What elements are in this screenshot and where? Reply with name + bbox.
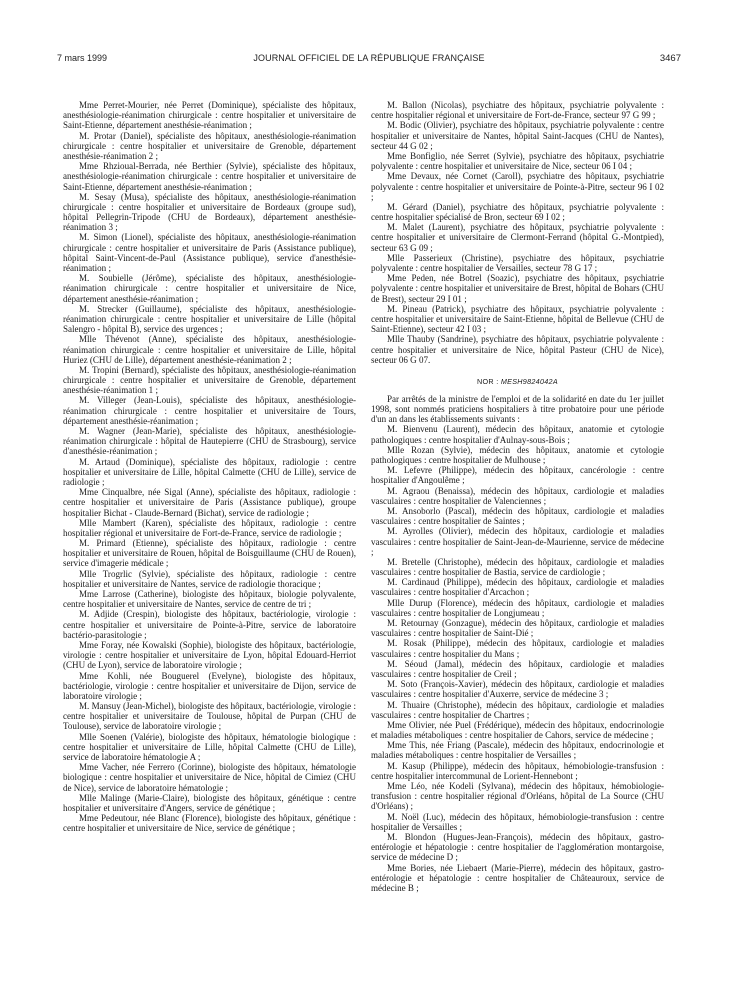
appointment-paragraph: M. Ansoborlo (Pascal), médecin des hôpitaux, cardiologie et maladies vasculaires : centre hospitalier de Saintes ; [371, 505, 664, 527]
appointment-paragraph: M. Tropini (Bernard), spécialiste des hôpitaux, anesthésiologie-réanimation chirurgicale : centre hospitalier et universitaire de Grenoble, département anesthésie-réanimation 1 ; [63, 364, 356, 396]
appointment-paragraph: M. Malet (Laurent), psychiatre des hôpitaux, psychiatrie polyvalente : centre hospitalier et universitaire de Clermont-Ferrand (hôpital G.-Montpied), secteur 63 G 09 ; [371, 222, 664, 253]
appointment-paragraph: Mme Perret-Mourier, née Perret (Dominique), spécialiste des hôpitaux, anesthésiologie-réanimation chirurgicale : centre hospitalier et universitaire de Saint-Etienne, département anesthésie-réanimation ; [63, 100, 356, 131]
probationary-appointments [371, 394, 664, 893]
appointment-paragraph: Mme This, née Friang (Pascale), médecin des hôpitaux, endocrinologie et maladies métaboliques : centre hospitalier de Versailles ; [371, 740, 664, 761]
appointment-paragraph: M. Lefevre (Philippe), médecin des hôpitaux, cancérologie : centre hospitalier d'Angoulême ; [371, 465, 664, 486]
appointment-paragraph: M. Pineau (Patrick), psychiatre des hôpitaux, psychiatrie polyvalente : centre hospitalier et universitaire de Saint-Etienne, hôpital de Bellevue (CHU de Saint-Etienne), secteur 42 I 03 ; [371, 303, 664, 335]
appointment-paragraph: M. Bienvenu (Laurent), médecin des hôpitaux, anatomie et cytologie pathologiques : centre hospitalier d'Aulnay-sous-Bois ; [371, 424, 664, 445]
appointment-paragraph: M. Agraou (Benaissa), médecin des hôpitaux, cardiologie et maladies vasculaires : centre hospitalier de Valenciennes ; [371, 485, 664, 506]
appointment-paragraph: Mme Léo, née Kodeli (Sylvana), médecin des hôpitaux, hémobiologie-transfusion : centre hospitalier régional d'Orléans, hôpital de La Source (CHU d'Orléans) ; [371, 781, 664, 812]
appointment-paragraph: Mme Bonfiglio, née Serret (Sylvie), psychiatre des hôpitaux, psychiatrie polyvalente : centre hospitalier et universitaire de Nice, secteur 06 I 04 ; [371, 150, 664, 172]
appointment-paragraph: M. Rosak (Philippe), médecin des hôpitaux, cardiologie et maladies vasculaires : centre hospitalier du Mans ; [371, 638, 664, 659]
appointment-paragraph: M. Strecker (Guillaume), spécialiste des hôpitaux, anesthésiologie-réanimation chirurgicale : centre hospitalier et universitaire de Lille (hôpital Salengro - hôpital B), service des urgences ; [63, 303, 356, 335]
appointment-paragraph: M. Ballon (Nicolas), psychiatre des hôpitaux, psychiatrie polyvalente : centre hospitalier régional et universitaire de Fort-de-France, secteur 97 G 99 ; [371, 100, 664, 121]
appointment-paragraph: Mlle Malinge (Marie-Claire), biologiste des hôpitaux, génétique : centre hospitalier et universitaire d'Angers, service de génétique ; [63, 792, 356, 813]
appointment-paragraph: Mme Bories, née Liebaert (Marie-Pierre), médecin des hôpitaux, gastro-entérologie et hépatologie : centre hospitalier de Châteauroux, service de médecine B ; [371, 862, 664, 893]
appointment-paragraph: M. Kasup (Philippe), médecin des hôpitaux, hémobiologie-transfusion : centre hospitalier intercommunal de Lorient-Hennebont ; [371, 760, 664, 781]
appointment-paragraph: M. Protar (Daniel), spécialiste des hôpitaux, anesthésiologie-réanimation chirurgicale : centre hospitalier et universitaire de Grenoble, département anesthésie-réanimation 2 ; [63, 130, 356, 161]
appointment-paragraph: M. Séoud (Jamal), médecin des hôpitaux, cardiologie et maladies vasculaires : centre hospitalier de Creil ; [371, 658, 664, 679]
appointment-paragraph: Mlle Thévenot (Anne), spécialiste des hôpitaux, anesthésiologie-réanimation chirurgicale : centre hospitalier et universitaire de Lille, hôpital Huriez (CHU de Lille), département anesthésie-réanimation 2 ; [63, 334, 356, 365]
appointment-paragraph: M. Mansuy (Jean-Michel), biologiste des hôpitaux, bactériologie, virologie : centre hospitalier et universitaire de Toulouse, hôpital de Purpan (CHU de Toulouse), service de laboratoire virologie ; [63, 701, 356, 732]
psychiatry-appointments [371, 100, 664, 365]
appointment-paragraph: Mlle Trogrlic (Sylvie), spécialiste des hôpitaux, radiologie : centre hospitalier et universitaire de Nantes, service de radiologie thoracique ; [63, 568, 356, 589]
appointment-paragraph: M. Noël (Luc), médecin des hôpitaux, hémobiologie-transfusion : centre hospitalier de Versailles ; [371, 811, 664, 832]
appointment-paragraph: Mlle Rozan (Sylvie), médecin des hôpitaux, anatomie et cytologie pathologiques : centre hospitalier de Mulhouse ; [371, 444, 664, 465]
appointment-paragraph: M. Thuaire (Christophe), médecin des hôpitaux, cardiologie et maladies vasculaires : centre hospitalier de Chartres ; [371, 699, 664, 720]
appointment-paragraph: Mme Cinqualbre, née Sigal (Anne), spécialiste des hôpitaux, radiologie : centre hospitalier et universitaire de Paris (Assistance publique), groupe hospitalier Bichat - Claude-Bernard (Bichat), service de radiologie ; [63, 487, 356, 518]
appointment-paragraph: M. Primard (Etienne), spécialiste des hôpitaux, radiologie : centre hospitalier et universitaire de Rouen, hôpital de Boisguillaume (CHU de Rouen), service d'imagerie médicale ; [63, 538, 356, 569]
appointment-paragraph: M. Retournay (Gonzague), médecin des hôpitaux, cardiologie et maladies vasculaires : centre hospitalier de Saint-Dié ; [371, 618, 664, 639]
left-column [63, 100, 356, 834]
appointment-paragraph: Mme Peden, née Botrel (Soazic), psychiatre des hôpitaux, psychiatrie polyvalente : centre hospitalier et universitaire de Brest, hôpital de Bohars (CHU de Brest), secteur 29 I 01 ; [371, 273, 664, 304]
appointment-paragraph: Mme Vacher, née Ferrero (Corinne), biologiste des hôpitaux, hématologie biologique : centre hospitalier et universitaire de Nice, hôpital de Cimiez (CHU de Nice), service de laboratoire hématologie ; [63, 762, 356, 793]
nor-reference [371, 377, 664, 387]
appointment-paragraph: M. Sesay (Musa), spécialiste des hôpitaux, anesthésiologie-réanimation chirurgicale : centre hospitalier et universitaire de Bordeaux (groupe sud), hôpital Pellegrin-Tripode (CHU de Bordeaux), département anesthésie-réanimation 3 ; [63, 191, 356, 233]
appointment-paragraph: M. Adjide (Crespin), biologiste des hôpitaux, bactériologie, virologie : centre hospitalier et universitaire de Pointe-à-Pitre, service de laboratoire bactério-parasitologie ; [63, 609, 356, 640]
right-column [371, 100, 664, 893]
appointment-paragraph: Mlle Thauby (Sandrine), psychiatre des hôpitaux, psychiatrie polyvalente : centre hospitalier et universitaire de Nice, hôpital Pasteur (CHU de Nice), secteur 06 G 07. [371, 334, 664, 365]
appointment-paragraph: Mme Pedeutour, née Blanc (Florence), biologiste des hôpitaux, génétique : centre hospitalier et universitaire de Nice, service de génétique ; [63, 813, 356, 834]
appointment-paragraph: M. Ayrolles (Olivier), médecin des hôpitaux, cardiologie et maladies vasculaires : centre hospitalier de Saint-Jean-de-Maurienne, service de médecine ; [371, 526, 664, 557]
appointment-paragraph: Mme Rhzioual-Berrada, née Berthier (Sylvie), spécialiste des hôpitaux, anesthésiologie-réanimation chirurgicale : centre hospitalier et universitaire de Saint-Etienne, département anesthésie-réanimation ; [63, 161, 356, 192]
journal-title: JOURNAL OFFICIEL DE LA RÉPUBLIQUE FRANÇAISE [253, 53, 485, 63]
appointment-paragraph: M. Simon (Lionel), spécialiste des hôpitaux, anesthésiologie-réanimation chirurgicale : centre hospitalier et universitaire de Paris (Assistance publique), hôpital Saint-Vincent-de-Paul (Assistance publique), service d'anesthésie-réanimation ; [63, 232, 356, 273]
appointment-paragraph: M. Soto (François-Xavier), médecin des hôpitaux, cardiologie et maladies vasculaires : centre hospitalier d'Auxerre, service de médecine 3 ; [371, 679, 664, 700]
appointment-paragraph: M. Artaud (Dominique), spécialiste des hôpitaux, radiologie : centre hospitalier et universitaire de Lille, hôpital Calmette (CHU de Lille), service de radiologie ; [63, 456, 356, 487]
appointment-paragraph: M. Blondon (Hugues-Jean-François), médecin des hôpitaux, gastro-entérologie et hépatologie : centre hospitalier de l'agglomération montargoise, service de médecine D ; [371, 831, 664, 863]
appointment-paragraph: M. Bodic (Olivier), psychiatre des hôpitaux, psychiatrie polyvalente : centre hospitalier et universitaire de Nantes, hôpital Saint-Jacques (CHU de Nantes), secteur 44 G 02 ; [371, 120, 664, 151]
appointment-paragraph: M. Bretelle (Christophe), médecin des hôpitaux, cardiologie et maladies vasculaires : centre hospitalier de Bastia, service de cardiologie ; [371, 556, 664, 578]
appointment-paragraph: Mlle Passerieux (Christine), psychiatre des hôpitaux, psychiatrie polyvalente : centre hospitalier de Versailles, secteur 78 G 17 ; [371, 252, 664, 273]
appointment-paragraph: Mme Larrose (Catherine), biologiste des hôpitaux, biologie polyvalente, centre hospitalier et universitaire de Nantes, service de centre de tri ; [63, 589, 356, 610]
page-number: 3467 [659, 53, 681, 64]
appointment-paragraph: Mlle Mambert (Karen), spécialiste des hôpitaux, radiologie : centre hospitalier régional et universitaire de Fort-de-France, service de radiologie ; [63, 517, 356, 538]
appointment-paragraph: Mme Devaux, née Cornet (Caroll), psychiatre des hôpitaux, psychiatrie polyvalente : centre hospitalier et universitaire de Pointe-à-Pitre, secteur 96 I 02 ; [371, 171, 664, 202]
appointment-paragraph: Par arrêtés de la ministre de l'emploi et de la solidarité en date du 1er juillet 1998, sont nommés praticiens hospitaliers à titre probatoire pour une période d'un an dans les établissements suivants : [371, 393, 664, 425]
appointment-paragraph: Mlle Durup (Florence), médecin des hôpitaux, cardiologie et maladies vasculaires : centre hospitalier de Longjumeau ; [371, 597, 664, 618]
appointment-paragraph: M. Gérard (Daniel), psychiatre des hôpitaux, psychiatrie polyvalente : centre hospitalier spécialisé de Bron, secteur 69 I 02 ; [371, 201, 664, 223]
appointment-paragraph: Mme Foray, née Kowalski (Sophie), biologiste des hôpitaux, bactériologie, virologie : centre hospitalier et universitaire de Lyon, hôpital Edouard-Herriot (CHU de Lyon), service de laboratoire virologie ; [63, 639, 356, 671]
appointment-paragraph: Mlle Soenen (Valérie), biologiste des hôpitaux, hématologie biologique : centre hospitalier et universitaire de Lille, hôpital Calmette (CHU de Lille), service de laboratoire hématologie A ; [63, 731, 356, 762]
appointment-paragraph: M. Cardinaud (Philippe), médecin des hôpitaux, cardiologie et maladies vasculaires : centre hospitalier d'Arcachon ; [371, 577, 664, 598]
appointment-paragraph: M. Villeger (Jean-Louis), spécialiste des hôpitaux, anesthésiologie-réanimation chirurgicale : centre hospitalier et universitaire de Tours, département anesthésie-réanimation ; [63, 395, 356, 426]
appointment-paragraph: M. Soubielle (Jérôme), spécialiste des hôpitaux, anesthésiologie-réanimation chirurgicale : centre hospitalier et universitaire de Nice, département anesthésie-réanimation ; [63, 273, 356, 304]
issue-date: 7 mars 1999 [57, 53, 108, 63]
nor-value: MESH9824042A [500, 376, 558, 386]
appointment-paragraph: M. Wagner (Jean-Marie), spécialiste des hôpitaux, anesthésiologie-réanimation chirurgicale : hôpital de Hautepierre (CHU de Strasbourg), service d'anesthésie-réanimation ; [63, 426, 356, 457]
appointment-paragraph: Mme Olivier, née Puel (Frédérique), médecin des hôpitaux, endocrinologie et maladies métaboliques : centre hospitalier de Cahors, service de médecine ; [371, 719, 664, 741]
nor-label: NOR : [477, 376, 499, 386]
appointment-paragraph: Mme Kohli, née Bouguerel (Evelyne), biologiste des hôpitaux, bactériologie, virologie : centre hospitalier et universitaire de Dijon, service de laboratoire virologie ; [63, 670, 356, 701]
